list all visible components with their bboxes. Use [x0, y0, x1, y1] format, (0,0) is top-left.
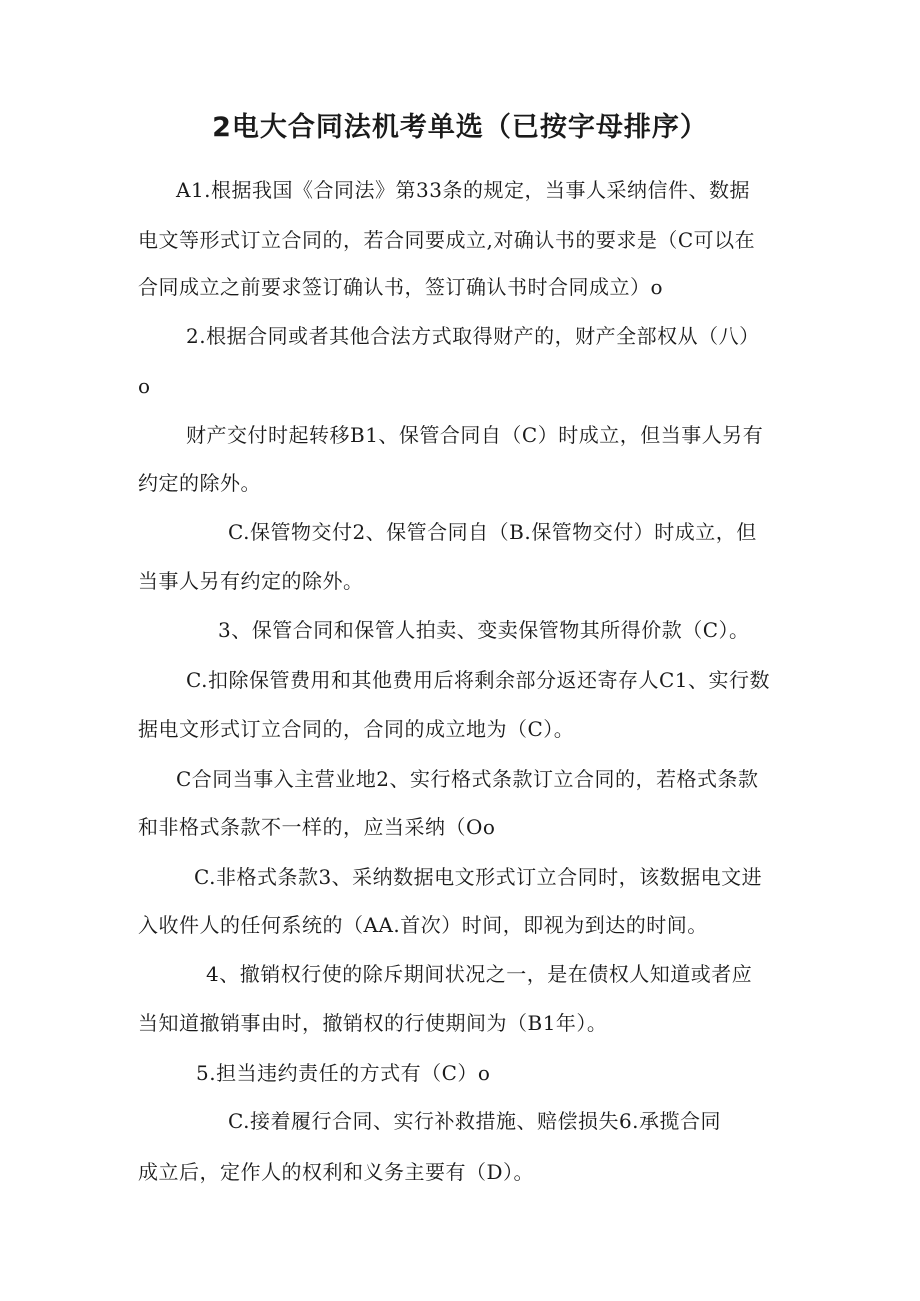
text-line-5: o: [138, 374, 151, 398]
text-line-19: 5.担当违约责任的方式有（C）o: [196, 1061, 491, 1085]
text-line-16: 入收件人的任何系统的（AA.首次）时间，即视为到达的时间。: [138, 913, 708, 937]
text-line-18: 当知道撤销事由时，撤销权的行使期间为（B1年）。: [138, 1011, 608, 1035]
text-line-3: 合同成立之前要求签订确认书，签订确认书时合同成立）o: [138, 275, 664, 299]
text-line-4: 2.根据合同或者其他合法方式取得财产的，财产全部权从（八）: [186, 324, 760, 348]
text-line-17: 4、撤销权行使的除斥期间状况之一，是在债权人知道或者应: [206, 962, 753, 986]
text-line-1: A1.根据我国《合同法》第33条的规定，当事人采纳信件、数据: [176, 178, 750, 202]
text-line-7: 约定的除外。: [138, 471, 261, 495]
text-line-9: 当事人另有约定的除外。: [138, 569, 364, 593]
text-line-15: C.非格式条款3、采纳数据电文形式订立合同时，该数据电文进: [194, 865, 763, 889]
page-title: 2电大合同法机考单选（已按字母排序）: [212, 112, 708, 143]
text-line-14: 和非格式条款不一样的，应当采纳（Oo: [138, 815, 496, 839]
text-line-10: 3、保管合同和保管人拍卖、变卖保管物其所得价款（C）。: [218, 618, 750, 642]
text-line-12: 据电文形式订立合同的，合同的成立地为（C）。: [138, 717, 575, 741]
text-line-6: 财产交付时起转移B1、保管合同自（C）时成立，但当事人另有: [186, 423, 764, 447]
text-line-13: C合同当事入主营业地2、实行格式条款订立合同的，若格式条款: [176, 767, 759, 791]
text-line-20: C.接着履行合同、实行补救措施、赔偿损失6.承揽合同: [228, 1109, 722, 1133]
text-line-2: 电文等形式订立合同的，若合同要成立,对确认书的要求是（C可以在: [138, 228, 756, 252]
text-line-21: 成立后，定作人的权利和义务主要有（D）。: [138, 1160, 535, 1184]
text-line-8: C.保管物交付2、保管合同自（B.保管物交付）时成立，但: [228, 520, 757, 544]
text-line-11: C.扣除保管费用和其他费用后将剩余部分返还寄存人C1、实行数: [186, 668, 770, 692]
